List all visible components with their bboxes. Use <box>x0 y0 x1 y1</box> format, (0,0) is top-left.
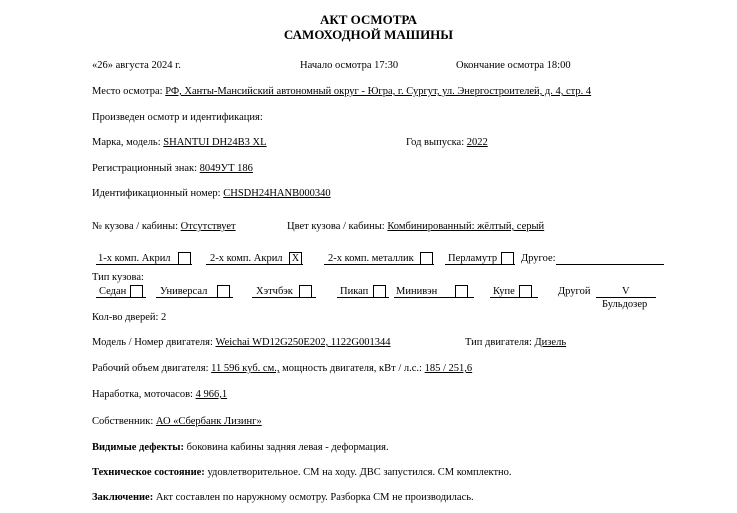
paint-other-label: Другое: <box>521 253 556 264</box>
hours-label: Наработка, моточасов: <box>92 389 193 400</box>
body-other-field[interactable] <box>596 297 656 298</box>
place-value: РФ, Ханты-Мансийский автономный округ - Югра, г. Сургут, ул. Энергостроителей, д. 4, стр. 4 <box>165 86 592 97</box>
defects-row <box>92 442 389 454</box>
defects-label: Видимые дефекты: <box>92 442 184 453</box>
volume-value: 11 596 куб. см., <box>211 363 280 374</box>
paint-opt4-label: Перламутр <box>448 253 498 264</box>
engine-type-row <box>465 337 566 349</box>
color-value: Комбинированный: жёлтый, серый <box>387 221 545 232</box>
owner-label: Собственник: <box>92 416 154 427</box>
conclusion-row <box>92 492 474 504</box>
paint-opt1-checkbox[interactable] <box>178 252 191 265</box>
body-other-mark: V <box>622 286 630 297</box>
year-label: Год выпуска: <box>406 137 465 148</box>
paint-opt4-checkbox[interactable] <box>501 252 514 265</box>
tech-row <box>92 467 512 479</box>
paint-opt3-label: 2-х комп. металлик <box>328 253 414 264</box>
brand-label: Марка, модель: <box>92 137 161 148</box>
body-sedan-checkbox[interactable] <box>130 285 143 298</box>
reg-label: Регистрационный знак: <box>92 163 198 174</box>
owner-value: АО «Сбербанк Лизинг» <box>155 416 262 427</box>
power-label: мощность двигателя, кВт / л.с.: <box>279 363 422 374</box>
conclusion-label: Заключение: <box>92 492 154 503</box>
body-hatch-checkbox[interactable] <box>299 285 312 298</box>
body-sedan-label: Седан <box>99 286 127 297</box>
tech-label: Техническое состояние: <box>92 467 205 478</box>
defects-value: боковина кабины задняя левая - деформация. <box>183 442 389 453</box>
year-row <box>406 137 488 149</box>
volume-row <box>92 363 472 375</box>
doc-title-line2: САМОХОДНОЙ МАШИНЫ <box>283 27 454 42</box>
body-no-label: № кузова / кабины: <box>92 221 178 232</box>
doc-title-line1: АКТ ОСМОТРА <box>319 12 418 27</box>
place-label: Место осмотра: <box>92 86 163 97</box>
inspection-end: Окончание осмотра 18:00 <box>456 60 571 71</box>
body-other-label: Другой <box>558 286 591 297</box>
inspection-heading: Произведен осмотр и идентификация: <box>92 112 263 123</box>
body-universal-label: Универсал <box>160 286 208 297</box>
brand-value: SHANTUI DH24B3 XL <box>163 137 267 148</box>
volume-label: Рабочий объем двигателя: <box>92 363 209 374</box>
body-pickup-checkbox[interactable] <box>373 285 386 298</box>
body-coupe-checkbox[interactable] <box>519 285 532 298</box>
paint-opt1-label: 1-х комп. Акрил <box>98 253 171 264</box>
body-pickup-label: Пикап <box>340 286 369 297</box>
vin-label: Идентификационный номер: <box>92 188 221 199</box>
doors-count: Кол-во дверей: 2 <box>92 312 167 323</box>
body-no-row <box>92 221 236 233</box>
inspection-start: Начало осмотра 17:30 <box>300 60 399 71</box>
reg-row <box>92 163 253 175</box>
body-minivan-label: Минивэн <box>396 286 438 297</box>
reg-value: 8049УТ 186 <box>199 163 253 174</box>
engine-row <box>92 337 391 349</box>
engine-label: Модель / Номер двигателя: <box>92 337 213 348</box>
engine-type-label: Тип двигателя: <box>465 337 532 348</box>
body-no-value: Отсутствует <box>180 221 236 232</box>
conclusion-value: Акт составлен по наружному осмотру. Разборка СМ не производилась. <box>153 492 474 503</box>
paint-opt3-checkbox[interactable] <box>420 252 433 265</box>
vin-value: CHSDH24HANB000340 <box>223 188 331 199</box>
body-hatch-label: Хэтчбэк <box>256 286 293 297</box>
body-universal-checkbox[interactable] <box>217 285 230 298</box>
hours-value: 4 966,1 <box>195 389 228 400</box>
brand-row <box>92 137 267 149</box>
tech-value: удовлетворительное. СМ на ходу. ДВС запустился. СМ комплектно. <box>204 467 512 478</box>
paint-opt2-label: 2-х комп. Акрил <box>210 253 283 264</box>
engine-value: Weichai WD12G250E202, 1122G001344 <box>215 337 391 348</box>
engine-type-value: Дизель <box>534 337 567 348</box>
hours-row <box>92 389 227 401</box>
owner-row <box>92 416 262 428</box>
body-coupe-label: Купе <box>493 286 515 297</box>
vin-row <box>92 188 331 200</box>
body-other-value: Бульдозер <box>602 299 648 310</box>
paint-opt2-checkbox[interactable]: X <box>289 252 302 265</box>
power-value: 185 / 251,6 <box>424 363 473 374</box>
body-minivan-checkbox[interactable] <box>455 285 468 298</box>
color-row <box>287 221 544 233</box>
year-value: 2022 <box>466 137 488 148</box>
body-type-label: Тип кузова: <box>92 272 144 283</box>
color-label: Цвет кузова / кабины: <box>287 221 385 232</box>
inspection-date: «26» августа 2024 г. <box>92 60 181 71</box>
place-row <box>92 86 591 98</box>
paint-other-field[interactable] <box>556 264 664 265</box>
